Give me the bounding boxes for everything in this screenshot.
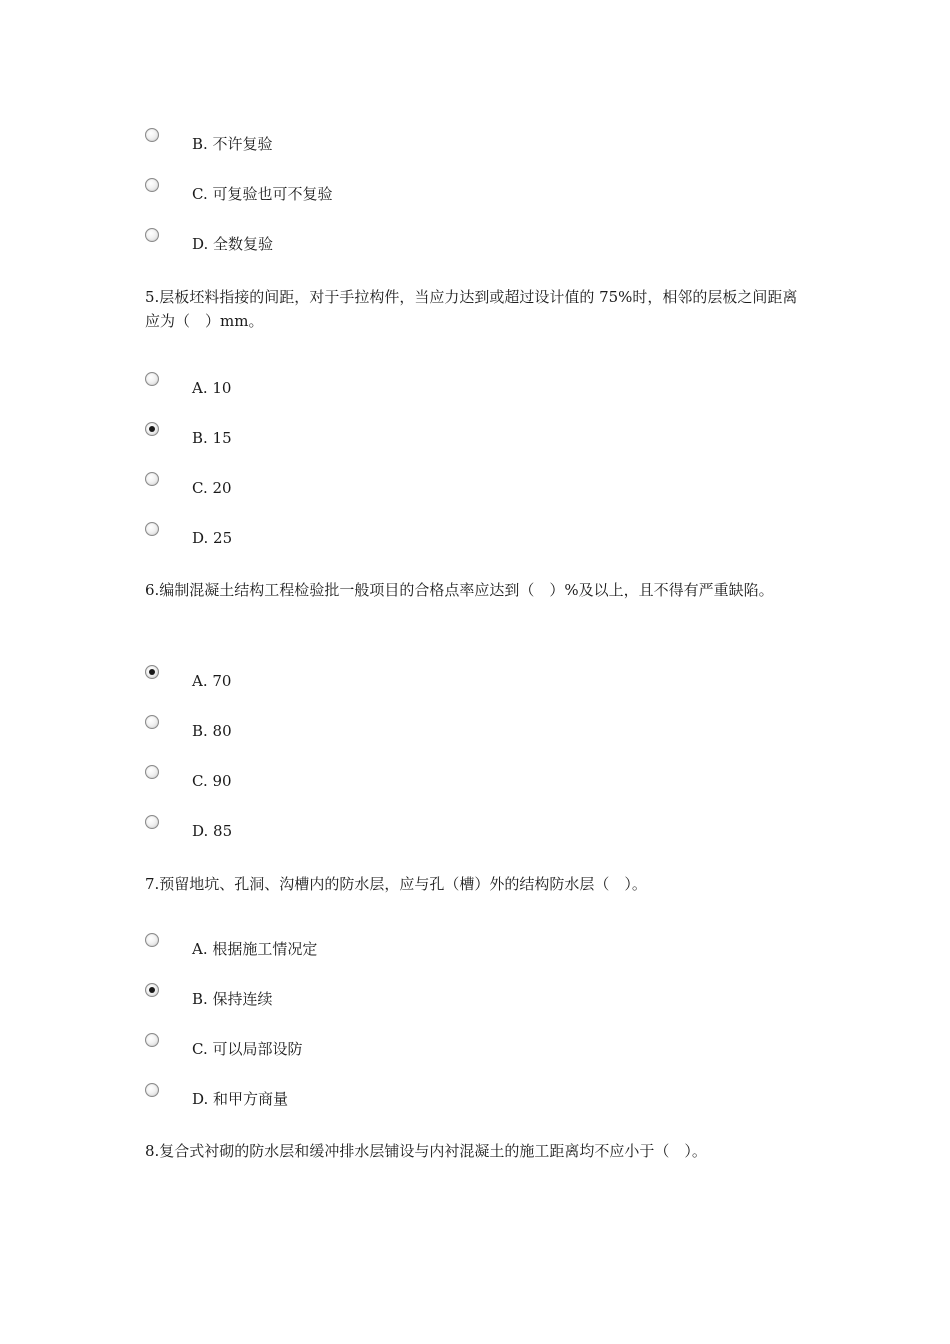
q6-text: 6.编制混凝土结构工程检验批一般项目的合格点率应达到（ ）%及以上，且不得有严重缺陷。 [145, 581, 774, 599]
q5-option-b[interactable] [145, 422, 745, 452]
q8-text: 8.复合式衬砌的防水层和缓冲排水层铺设与内衬混凝土的施工距离均不应小于（ ）。 [145, 1142, 707, 1160]
radio-dot-icon [149, 987, 155, 993]
q6-option-a-radio[interactable] [145, 665, 159, 679]
q6-option-d[interactable] [145, 815, 745, 845]
q4-option-c[interactable] [145, 178, 745, 208]
q5-option-c[interactable] [145, 472, 745, 502]
q6-option-a-label: A. 70 [192, 672, 232, 690]
q4-option-b-label: B. 不许复验 [192, 135, 273, 153]
q7-option-b-radio[interactable] [145, 983, 159, 997]
q6-option-b[interactable] [145, 715, 745, 745]
q6-option-c-label: C. 90 [192, 772, 232, 790]
q7-option-d-radio[interactable] [145, 1083, 159, 1097]
radio-dot-icon [149, 426, 155, 432]
q5-option-a-label: A. 10 [192, 379, 232, 397]
q6-option-b-radio[interactable] [145, 715, 159, 729]
q6-option-a[interactable] [145, 665, 745, 695]
q6-option-c-radio[interactable] [145, 765, 159, 779]
q6-option-d-label: D. 85 [192, 822, 233, 840]
q7-text: 7.预留地坑、孔洞、沟槽内的防水层，应与孔（槽）外的结构防水层（ ）。 [145, 875, 647, 893]
q5-option-c-label: C. 20 [192, 479, 232, 497]
radio-dot-icon [149, 669, 155, 675]
q6-option-b-label: B. 80 [192, 722, 232, 740]
q7-option-c-label: C. 可以局部设防 [192, 1040, 303, 1058]
q5-option-d-radio[interactable] [145, 522, 159, 536]
q4-option-d-radio[interactable] [145, 228, 159, 242]
q5-option-c-radio[interactable] [145, 472, 159, 486]
q7-option-b-label: B. 保持连续 [192, 990, 273, 1008]
q4-option-b[interactable] [145, 128, 745, 158]
q5-text: 5.层板坯料指接的间距，对于手拉构件，当应力达到或超过设计值的 75%时，相邻的层板之间距离应为（ ）mm。 [145, 288, 798, 330]
q4-option-b-radio[interactable] [145, 128, 159, 142]
q7-option-d-label: D. 和甲方商量 [192, 1090, 289, 1108]
q6-option-d-radio[interactable] [145, 815, 159, 829]
q4-option-d-label: D. 全数复验 [192, 235, 274, 253]
q4-option-d[interactable] [145, 228, 745, 258]
q5-option-b-label: B. 15 [192, 429, 232, 447]
q7-option-a-label: A. 根据施工情况定 [192, 940, 318, 958]
q7-option-c[interactable] [145, 1033, 745, 1063]
q5-option-a-radio[interactable] [145, 372, 159, 386]
q5-option-d[interactable] [145, 522, 745, 552]
q7-option-c-radio[interactable] [145, 1033, 159, 1047]
q4-option-c-radio[interactable] [145, 178, 159, 192]
q5-option-d-label: D. 25 [192, 529, 233, 547]
q7-option-b[interactable] [145, 983, 745, 1013]
q7-option-a-radio[interactable] [145, 933, 159, 947]
q5-option-b-radio[interactable] [145, 422, 159, 436]
q6-option-c[interactable] [145, 765, 745, 795]
q4-option-c-label: C. 可复验也可不复验 [192, 185, 333, 203]
q7-option-a[interactable] [145, 933, 745, 963]
q7-option-d[interactable] [145, 1083, 745, 1113]
q5-option-a[interactable] [145, 372, 745, 402]
